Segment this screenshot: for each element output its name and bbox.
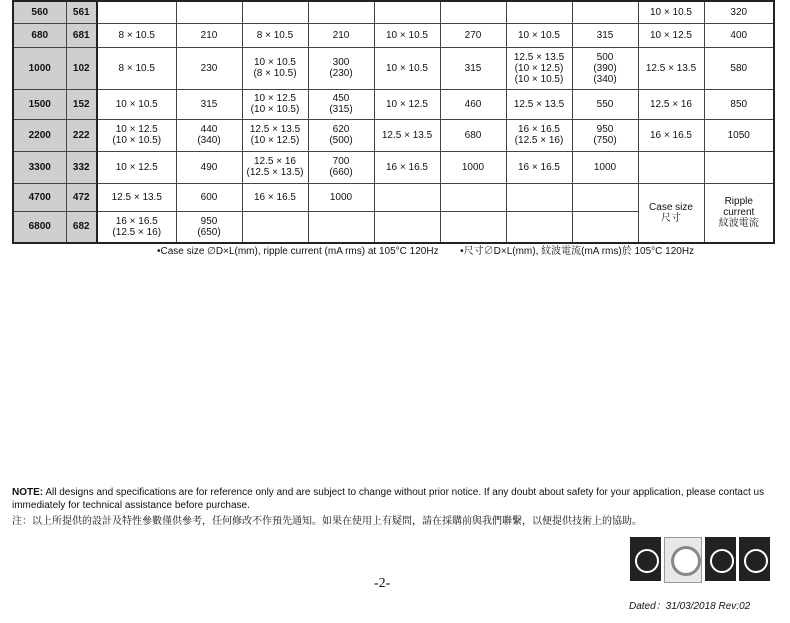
- legend-ripple-current: Ripple current 紋波電流: [704, 183, 774, 243]
- empty-cell: [242, 211, 308, 243]
- table-cell: 490: [176, 151, 242, 183]
- table-cell: 6800: [13, 211, 66, 243]
- table-cell: 102: [66, 47, 97, 89]
- note-chinese: •尺寸∅D×L(mm), 紋波電流(mA rms)於 105°C 120Hz: [460, 246, 695, 257]
- note-english: •Case size ∅D×L(mm), ripple current (mA rms) at 105°C 120Hz: [157, 246, 439, 257]
- table-row: [13, 183, 774, 211]
- page-number: -2-: [374, 576, 391, 591]
- table-cell: 10 × 10.5: [638, 1, 704, 23]
- table-cell: 16 × 16.5 (12.5 × 16): [506, 119, 572, 151]
- empty-cell: [440, 183, 506, 211]
- table-cell: 620 (500): [308, 119, 374, 151]
- table-cell: 580: [704, 47, 774, 89]
- table-notes: [157, 242, 694, 257]
- empty-cell: [308, 211, 374, 243]
- footer-note-chinese: 注：以上所提供的設計及特性參數僅供參考，任何修改不作預先通知。如果在使用上有疑問，請在採購前與我們聯繫，以便提供技術上的協助。: [12, 516, 642, 527]
- table-cell: 210: [176, 23, 242, 47]
- table-cell: 2200: [13, 119, 66, 151]
- table-cell: 440 (340): [176, 119, 242, 151]
- empty-cell: [176, 1, 242, 23]
- table-cell: 950 (750): [572, 119, 638, 151]
- table-row: [13, 47, 774, 89]
- empty-cell: [440, 1, 506, 23]
- sgs-logo: [664, 537, 703, 583]
- table-cell: 300 (230): [308, 47, 374, 89]
- table-cell: 315: [176, 89, 242, 119]
- table-cell: 315: [572, 23, 638, 47]
- table-row: [13, 119, 774, 151]
- empty-cell: [638, 151, 704, 183]
- table-cell: 4700: [13, 183, 66, 211]
- table-cell: 550: [572, 89, 638, 119]
- table-cell: 12.5 × 13.5 (10 × 12.5) (10 × 10.5): [506, 47, 572, 89]
- dekra-logo: [630, 537, 661, 581]
- table-cell: 1500: [13, 89, 66, 119]
- table-cell: 12.5 × 13.5: [374, 119, 440, 151]
- table-cell: 1050: [704, 119, 774, 151]
- spec-table: [12, 0, 775, 244]
- table-cell: 1000: [440, 151, 506, 183]
- empty-cell: [97, 1, 176, 23]
- table-cell: 850: [704, 89, 774, 119]
- certification-logos: [630, 537, 770, 581]
- empty-cell: [572, 183, 638, 211]
- table-cell: 561: [66, 1, 97, 23]
- table-cell: 16 × 16.5 (12.5 × 16): [97, 211, 176, 243]
- table-row: [13, 89, 774, 119]
- table-cell: 16 × 16.5: [374, 151, 440, 183]
- table-cell: 230: [176, 47, 242, 89]
- table-cell: 680: [13, 23, 66, 47]
- table-cell: 12.5 × 16 (12.5 × 13.5): [242, 151, 308, 183]
- table-cell: 270: [440, 23, 506, 47]
- table-cell: 12.5 × 13.5: [638, 47, 704, 89]
- table-cell: 8 × 10.5: [97, 47, 176, 89]
- footer-note: [12, 486, 777, 512]
- empty-cell: [374, 183, 440, 211]
- table-cell: 8 × 10.5: [242, 23, 308, 47]
- table-cell: 12.5 × 16: [638, 89, 704, 119]
- empty-cell: [506, 211, 572, 243]
- table-cell: 12.5 × 13.5: [97, 183, 176, 211]
- empty-cell: [440, 211, 506, 243]
- table-cell: 10 × 12.5 (10 × 10.5): [97, 119, 176, 151]
- dekra-logo: [739, 537, 770, 581]
- empty-cell: [308, 1, 374, 23]
- table-cell: 10 × 10.5: [506, 23, 572, 47]
- table-cell: 10 × 12.5: [638, 23, 704, 47]
- table-cell: 8 × 10.5: [97, 23, 176, 47]
- table-cell: 1000: [572, 151, 638, 183]
- table-row: [13, 151, 774, 183]
- table-cell: 12.5 × 13.5: [506, 89, 572, 119]
- table-cell: 1000: [13, 47, 66, 89]
- table-cell: 500 (390) (340): [572, 47, 638, 89]
- empty-cell: [572, 1, 638, 23]
- table-cell: 10 × 10.5: [97, 89, 176, 119]
- table-cell: 10 × 10.5: [374, 47, 440, 89]
- document-date: Dated：31/03/2018 Rev:02: [629, 601, 751, 612]
- table-cell: 560: [13, 1, 66, 23]
- dekra-logo: [705, 537, 736, 581]
- table-cell: 10 × 12.5: [97, 151, 176, 183]
- empty-cell: [572, 211, 638, 243]
- table-cell: 222: [66, 119, 97, 151]
- note-text: All designs and specifications are for reference only and are subject to change without prior notice. If any doubt about safety for your application, please contact us immediately for technical assistance before purchase.: [12, 487, 765, 511]
- table-row: [13, 23, 774, 47]
- table-cell: 10 × 12.5 (10 × 10.5): [242, 89, 308, 119]
- table-cell: 600: [176, 183, 242, 211]
- table-cell: 332: [66, 151, 97, 183]
- empty-cell: [374, 1, 440, 23]
- table-cell: 210: [308, 23, 374, 47]
- empty-cell: [374, 211, 440, 243]
- table-cell: 16 × 16.5: [242, 183, 308, 211]
- table-row: [13, 1, 774, 23]
- table-cell: 320: [704, 1, 774, 23]
- table-cell: 3300: [13, 151, 66, 183]
- table-cell: 152: [66, 89, 97, 119]
- table-cell: 16 × 16.5: [638, 119, 704, 151]
- table-cell: 10 × 10.5 (8 × 10.5): [242, 47, 308, 89]
- empty-cell: [704, 151, 774, 183]
- empty-cell: [242, 1, 308, 23]
- table-cell: 680: [440, 119, 506, 151]
- table-cell: 472: [66, 183, 97, 211]
- table-cell: 700 (660): [308, 151, 374, 183]
- note-label: NOTE:: [12, 487, 44, 498]
- table-cell: 950 (650): [176, 211, 242, 243]
- table-cell: 315: [440, 47, 506, 89]
- table-cell: 460: [440, 89, 506, 119]
- table-cell: 400: [704, 23, 774, 47]
- table-cell: 1000: [308, 183, 374, 211]
- table-cell: 16 × 16.5: [506, 151, 572, 183]
- empty-cell: [506, 1, 572, 23]
- table-cell: 10 × 10.5: [374, 23, 440, 47]
- legend-case-size: Case size 尺寸: [638, 183, 704, 243]
- table-cell: 10 × 12.5: [374, 89, 440, 119]
- table-cell: 12.5 × 13.5 (10 × 12.5): [242, 119, 308, 151]
- table-cell: 450 (315): [308, 89, 374, 119]
- table-cell: 682: [66, 211, 97, 243]
- table-cell: 681: [66, 23, 97, 47]
- empty-cell: [506, 183, 572, 211]
